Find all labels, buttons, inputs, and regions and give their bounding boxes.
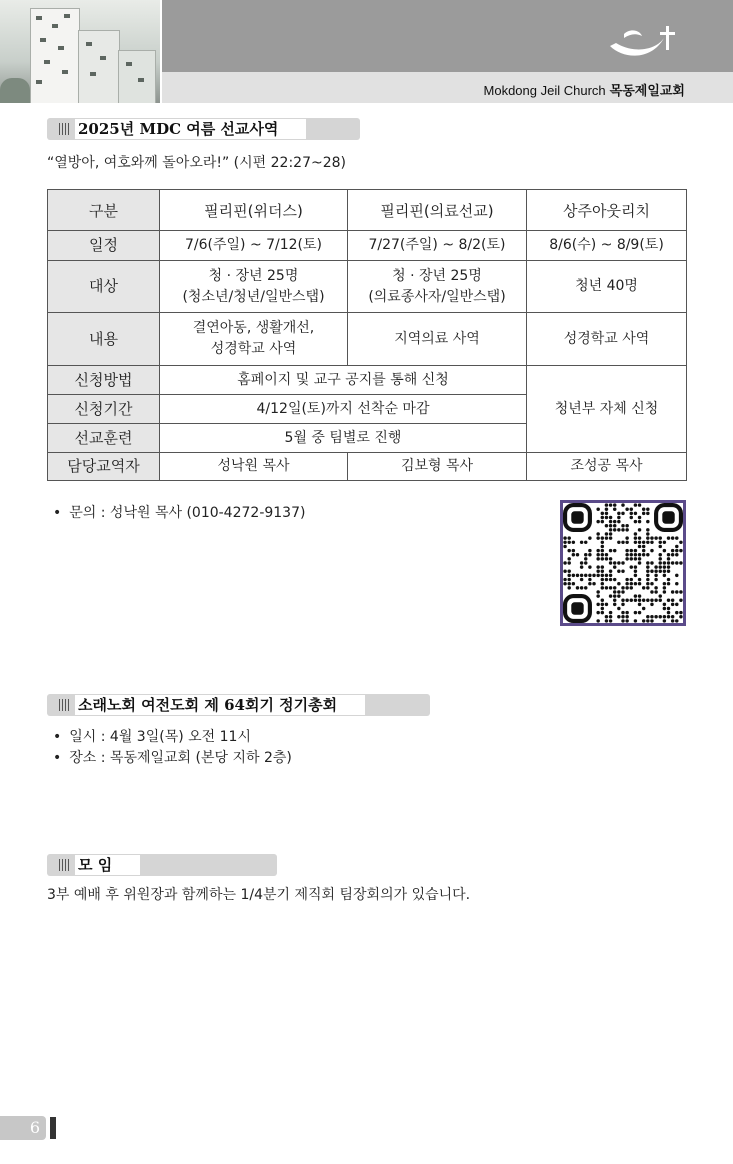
mission-schedule-table (47, 189, 687, 481)
table-row (48, 261, 687, 313)
table-row (48, 366, 687, 395)
meeting-section-title: 모 임 (75, 855, 140, 875)
table-cell: 7/6(주일) ~ 7/12(토) (160, 231, 348, 261)
stripes-icon (59, 123, 71, 135)
assembly-section-title-bar (47, 694, 430, 716)
cell-line: 성경학교 사역 (210, 341, 297, 357)
assembly-section-title: 소래노회 여전도회 제 64회기 정기총회 (75, 695, 365, 715)
stripes-icon (59, 859, 71, 871)
table-cell: 7/27(주일) ~ 8/2(토) (348, 231, 527, 261)
church-name-ko: 목동제일교회 (609, 84, 685, 99)
table-cell: 8/6(수) ~ 8/9(토) (527, 231, 687, 261)
church-building-photo (0, 0, 160, 103)
row-header: 신청방법 (48, 366, 160, 395)
cell-line: (의료종사자/일반스탭) (368, 288, 506, 305)
table-cell: 5월 중 팀별로 진행 (160, 424, 527, 453)
table-header-row (48, 190, 687, 231)
column-header: 필리핀(의료선교) (348, 190, 527, 231)
mission-section-title-bar (47, 118, 360, 140)
cell-line: 청 · 장년 25명 (392, 267, 482, 284)
column-header: 상주아웃리치 (527, 190, 687, 231)
meeting-section-title-bar (47, 854, 277, 876)
table-cell (160, 313, 348, 366)
page-header (0, 0, 733, 103)
table-row (48, 231, 687, 261)
assembly-date: • 일시 : 4월 3일(목) 오전 11시 (53, 726, 251, 746)
page-number: 6 (0, 1116, 46, 1140)
mission-contact: • 문의 : 성낙원 목사 (010-4272-9137) (53, 502, 305, 522)
mission-section-title: 2025년 MDC 여름 선교사역 (75, 119, 306, 139)
table-cell: 4/12일(토)까지 선착순 마감 (160, 395, 527, 424)
row-header: 담당교역자 (48, 453, 160, 481)
column-header: 필리핀(위더스) (160, 190, 348, 231)
table-row (48, 453, 687, 481)
church-name (484, 80, 685, 99)
table-cell (348, 261, 527, 313)
stripes-icon (59, 699, 71, 711)
cell-line: 결연아동, 생활개선, (192, 320, 315, 336)
church-name-en: Mokdong Jeil Church (483, 83, 606, 98)
table-cell: 지역의료 사역 (348, 313, 527, 366)
meeting-notice: 3부 예배 후 위원장과 함께하는 1/4분기 제직회 팀장회의가 있습니다. (47, 887, 471, 903)
table-row (48, 313, 687, 366)
church-logo-icon (606, 16, 680, 62)
table-cell: 청년 40명 (527, 261, 687, 313)
table-cell: 성경학교 사역 (527, 313, 687, 366)
qr-code[interactable] (560, 500, 686, 626)
row-header: 내용 (48, 313, 160, 366)
row-header: 신청기간 (48, 395, 160, 424)
mission-verse: “열방아, 여호와께 돌아오라!” (시편 22:27~28) (47, 155, 346, 171)
page-number-marker (50, 1117, 56, 1139)
row-header: 일정 (48, 231, 160, 261)
row-header: 선교훈련 (48, 424, 160, 453)
table-cell: 김보형 목사 (348, 453, 527, 481)
table-cell: 조성공 목사 (527, 453, 687, 481)
table-cell: 홈페이지 및 교구 공지를 통해 신청 (160, 366, 527, 395)
qr-code-icon (563, 503, 683, 623)
assembly-place: • 장소 : 목동제일교회 (본당 지하 2층) (53, 747, 292, 767)
table-cell (160, 261, 348, 313)
table-cell: 성낙원 목사 (160, 453, 348, 481)
row-header: 대상 (48, 261, 160, 313)
cell-line: 청 · 장년 25명 (208, 267, 299, 284)
cell-line: (청소년/청년/일반스탭) (182, 288, 325, 305)
table-cell: 청년부 자체 신청 (527, 366, 687, 453)
column-header: 구분 (48, 190, 160, 231)
